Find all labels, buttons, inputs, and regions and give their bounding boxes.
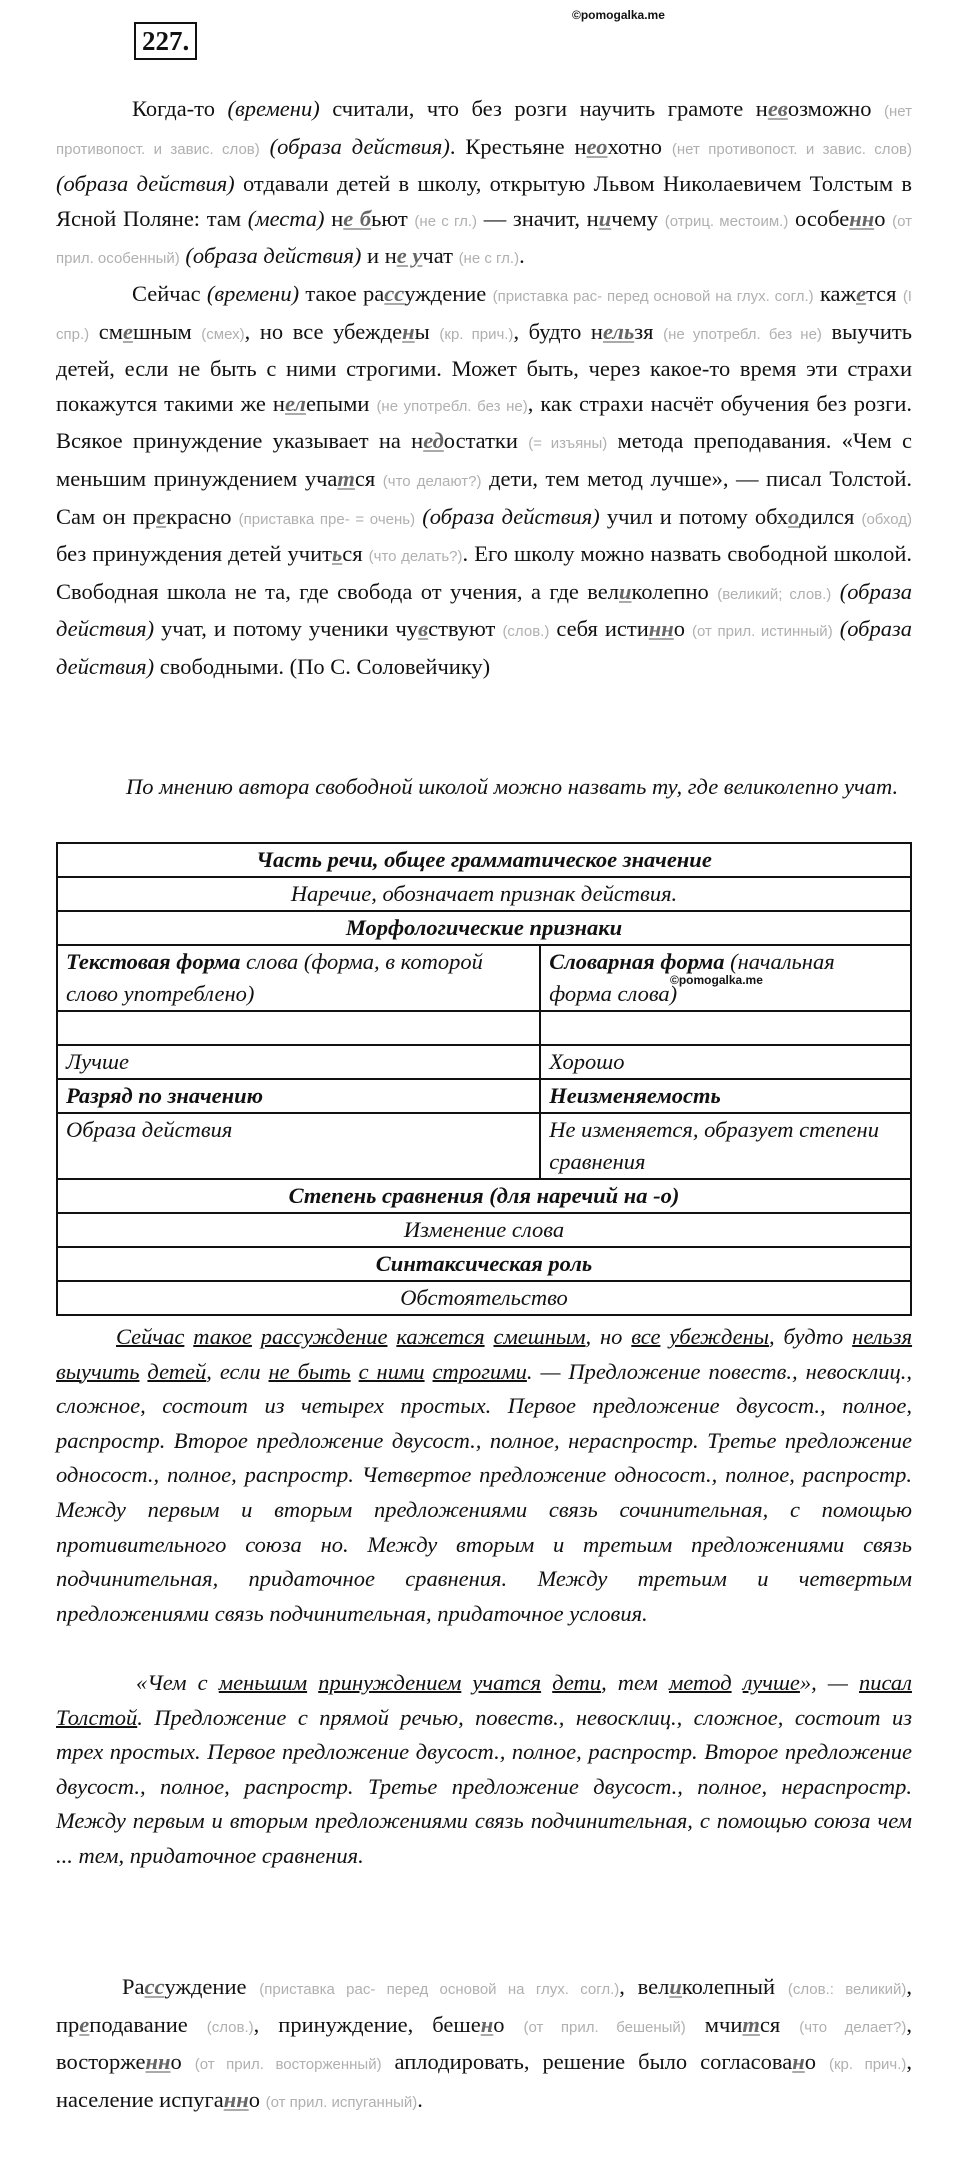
underlined-word: писал xyxy=(859,1670,912,1695)
spelling-highlight: е xyxy=(122,318,133,344)
usage-note: (образа действия) xyxy=(185,243,362,269)
spelling-highlight: сс xyxy=(144,1974,165,1999)
spelling-highlight: сс xyxy=(384,280,405,306)
grammar-hint: (приставка рас- перед основой на глух. согл.) xyxy=(492,287,814,305)
grammar-hint: (= изъяны) xyxy=(528,435,608,453)
source-text xyxy=(56,92,912,685)
part-of-speech-header: Часть речи, общее грамматическое значение xyxy=(57,843,911,877)
grammar-hint: (нет противопост. и завис. слов) xyxy=(56,103,912,158)
text-form-label xyxy=(57,945,540,1011)
spelling-highlight: н xyxy=(480,2011,494,2037)
underlined-word: не быть xyxy=(268,1358,351,1384)
word-list-paragraph: Рассуждение (приставка рас- перед основой на глух. согл.), великолепный (слов.: великий), преподавание (слов.), принуждение, бешено (от прил. бешеный) мчится (что делает?), восторженно (от прил. восторженный) аплодировать, решение было согласовано (кр. прич.), население испуганно (от прил. испуганный). xyxy=(56,1974,913,2112)
category-header: Разряд по значению xyxy=(57,1079,540,1113)
text-form-value: Лучше xyxy=(57,1045,540,1079)
usage-note: (времени) xyxy=(206,280,300,306)
grammar-hint: (слов.) xyxy=(502,623,550,641)
usage-note: (образа действия) xyxy=(56,578,913,642)
grammar-hint: (кр. прич.) xyxy=(828,2056,907,2074)
empty-cell-right xyxy=(540,1011,911,1045)
exercise-number: 227. xyxy=(134,22,197,60)
spelling-highlight: е xyxy=(79,2011,90,2037)
spelling-highlight: нн xyxy=(145,2049,171,2075)
text-form-label-bold: Текстовая форма xyxy=(66,949,241,974)
degree-header: Степень сравнения (для наречий на -о) xyxy=(57,1179,911,1213)
usage-note: (образа действия) xyxy=(269,133,450,159)
spelling-highlight: е у xyxy=(396,243,423,269)
spelling-highlight: и xyxy=(669,1974,682,1999)
degree-value: Изменение слова xyxy=(57,1213,911,1247)
underlined-word: детей xyxy=(147,1358,207,1384)
spelling-highlight: н xyxy=(792,2049,805,2075)
grammar-hint: (кр. прич.) xyxy=(439,325,514,343)
underlined-word: принуждением xyxy=(318,1670,462,1695)
spelling-highlight: и xyxy=(598,205,612,231)
underlined-word: смешным xyxy=(493,1324,586,1349)
grammar-hint: (от прил. особенный) xyxy=(56,212,912,268)
grammar-hint: (не употребл. без не) xyxy=(663,325,822,343)
grammar-hint: (нет противопост. и завис. слов) xyxy=(671,140,912,158)
category-value: Образа действия xyxy=(57,1113,540,1179)
grammar-hint: (слов.: великий) xyxy=(787,1981,907,1998)
spelling-highlight: е xyxy=(156,503,167,529)
source-paragraph-2: Сейчас (времени) такое рассуждение (приставка рас- перед основой на глух. согл.) кажется (I спр.) смешным (смех), но все убеждены (кр. прич.), будто нельзя (не употребл. без не) выучить детей, если не быть с ними строгими. Может быть, через какое-то время эти страхи покажутся такими же нелепыми (не употребл. без не), как страхи насчёт обучения без розги. Всякое принуждение указывает на недостатки (= изъяны) метода преподавания. «Чем с меньшим принуждением учатся (что делают?) дети, тем метод лучше», — писал Толстой. Сам он прекрасно (приставка пре- = очень) (образа действия) учил и потому обходился (обход) без принуждения детей учиться (что делать?). Его школу можно назвать свободной школой. Свободная школа не та, где свобода от учения, а где великолепно (великий; слов.) (образа действия) учат, и потому ученики чувствуют (слов.) себя истинно (от прил. истинный) (образа действия) свободными. (По С. Соловейчику) xyxy=(56,280,913,679)
usage-note: (образа действия) xyxy=(56,171,235,197)
invariance-header: Неизменяемость xyxy=(540,1079,911,1113)
grammar-hint: (что делает?) xyxy=(799,2018,907,2036)
usage-note: (образа действия) xyxy=(422,503,600,529)
grammar-hint: (от прил. восторженный) xyxy=(194,2056,382,2074)
syntax-analysis-1: Сейчас такое рассуждение кажется смешным, но все убеждены, будто нельзя выучить детей, если не быть с ними строгими. — Предложение повеств., невосклиц., сложное, состоит из четырех простых. Первое предложение двусост., полное, распростр. Второе предложение двусост., полное, нераспростр. Третье предложение односост., полное, распростр. Четвертое предложение односост., полное, распростр. Между первым и вторым предложениями связь сочинительная, с помощью противительного союза но. Между вторым и третьим предложениями связь подчинительная, придаточное сравнения. Между третьим и четвертым предложениями связь подчинительная, придаточное условия. xyxy=(56,1324,913,1626)
spelling-highlight: нн xyxy=(849,205,875,231)
spelling-highlight: ел xyxy=(284,390,306,416)
underlined-word: строгими xyxy=(432,1358,527,1384)
usage-note: (образа действия) xyxy=(56,616,913,679)
grammar-hint: (отриц. местоим.) xyxy=(664,212,789,230)
grammar-hint: (слов.) xyxy=(206,2018,254,2036)
morph-features-header: Морфологические признаки xyxy=(57,911,911,945)
syntax-header: Синтаксическая роль xyxy=(57,1247,911,1281)
underlined-word: лучше xyxy=(742,1670,800,1695)
watermark-table: ©pomogalka.me xyxy=(670,973,763,987)
grammar-hint: (I спр.) xyxy=(56,287,912,343)
underlined-word: убеждены xyxy=(669,1324,769,1349)
syntax-analysis-2: «Чем с меньшим принуждением учатся дети, тем метод лучше», — писал Толстой. Предложение с прямой речью, повеств., невосклиц., сложное, состоит из трех простых. Первое предложение двусост., полное, распростр. Второе предложение двусост., полное, распростр. Третье предложение двусост., полное, нераспростр. Между первым и вторым предложениями связь подчинительная, с помощью союза чем ... тем, придаточное сравнения. xyxy=(56,1670,912,1868)
spelling-highlight: ед xyxy=(423,428,444,454)
source-paragraph-1: Когда-то (времени) считали, что без розги научить грамоте невозможно (нет противопост. и завис. слов) (образа действия). Крестьяне неохотно (нет противопост. и завис. слов) (образа действия) отдавали детей в школу, открытую Львом Николаевичем Толстым в Ясной Поляне: там (места) не бьют (не с гл.) — значит, ничему (отриц. местоим.) особенно (от прил. особенный) (образа действия) и не учат (не с гл.). xyxy=(56,96,913,269)
author-opinion-note: По мнению автора свободной школой можно назвать ту, где великолепно учат. xyxy=(126,774,899,799)
spelling-highlight: нн xyxy=(648,616,674,642)
usage-note: (времени) xyxy=(227,96,320,121)
underlined-word: Сейчас xyxy=(116,1324,185,1349)
spelling-highlight: и xyxy=(618,578,632,604)
spelling-highlight: ь xyxy=(331,541,343,567)
grammar-hint: (смех) xyxy=(201,325,245,343)
underlined-word: нельзя xyxy=(852,1324,913,1349)
part-of-speech-value: Наречие, обозначает признак действия. xyxy=(57,877,911,911)
spelling-highlight: т xyxy=(337,465,355,491)
grammar-hint: (великий; слов.) xyxy=(717,585,832,603)
spelling-highlight: е xyxy=(856,280,867,306)
spelling-highlight: нн xyxy=(223,2086,249,2112)
underlined-word: дети xyxy=(552,1670,602,1695)
spelling-highlight: т xyxy=(742,2011,760,2037)
underlined-word: учатся xyxy=(472,1670,542,1695)
grammar-hint: (обход) xyxy=(861,510,912,528)
underlined-word: меньшим xyxy=(218,1670,308,1695)
underlined-word: с ними xyxy=(358,1358,425,1384)
underlined-word: кажется xyxy=(396,1324,485,1349)
underlined-word: Толстой xyxy=(56,1704,138,1730)
spelling-highlight: н xyxy=(402,318,415,344)
grammar-hint: (не употребл. без не) xyxy=(376,397,528,415)
underlined-word: такое xyxy=(193,1324,252,1349)
spelling-highlight: в xyxy=(418,616,429,642)
dict-form-label-rest: (начальная форма слова) xyxy=(549,949,835,1006)
grammar-hint: (приставка рас- перед основой на глух. согл.) xyxy=(259,1981,620,1998)
spelling-highlight: е б xyxy=(343,205,372,231)
text-form-label-rest: слова (форма, в которой слово употреблено) xyxy=(66,949,483,1006)
empty-cell-left xyxy=(57,1011,540,1045)
syntax-value: Обстоятельство xyxy=(57,1281,911,1315)
grammar-hint: (не с гл.) xyxy=(458,250,520,268)
grammar-hint: (приставка пре- = очень) xyxy=(238,510,416,528)
spelling-highlight: о xyxy=(788,503,800,529)
watermark-top: ©pomogalka.me xyxy=(572,8,665,22)
word-list xyxy=(56,1970,912,2120)
grammar-hint: (что делать?) xyxy=(368,548,463,566)
dict-form-label-bold: Словарная форма xyxy=(549,949,725,974)
dict-form-value: Хорошо xyxy=(540,1045,911,1079)
spelling-highlight: ель xyxy=(602,318,635,344)
spelling-highlight: ео xyxy=(586,133,608,159)
grammar-hint: (от прил. истинный) xyxy=(692,623,833,641)
morphology-table xyxy=(56,842,912,1316)
grammar-hint: (от прил. бешеный) xyxy=(523,2018,686,2036)
usage-note: (места) xyxy=(247,205,325,231)
underlined-word: все xyxy=(631,1324,661,1349)
grammar-hint: (не с гл.) xyxy=(414,212,478,230)
grammar-hint: (что делают?) xyxy=(382,472,482,490)
spelling-highlight: ев xyxy=(767,96,788,121)
underlined-word: выучить xyxy=(56,1358,140,1384)
grammar-hint: (от прил. испуганный) xyxy=(265,2093,418,2111)
invariance-value: Не изменяется, образует степени сравнения xyxy=(540,1113,911,1179)
underlined-word: рассуждение xyxy=(260,1324,388,1349)
underlined-word: метод xyxy=(668,1670,732,1695)
